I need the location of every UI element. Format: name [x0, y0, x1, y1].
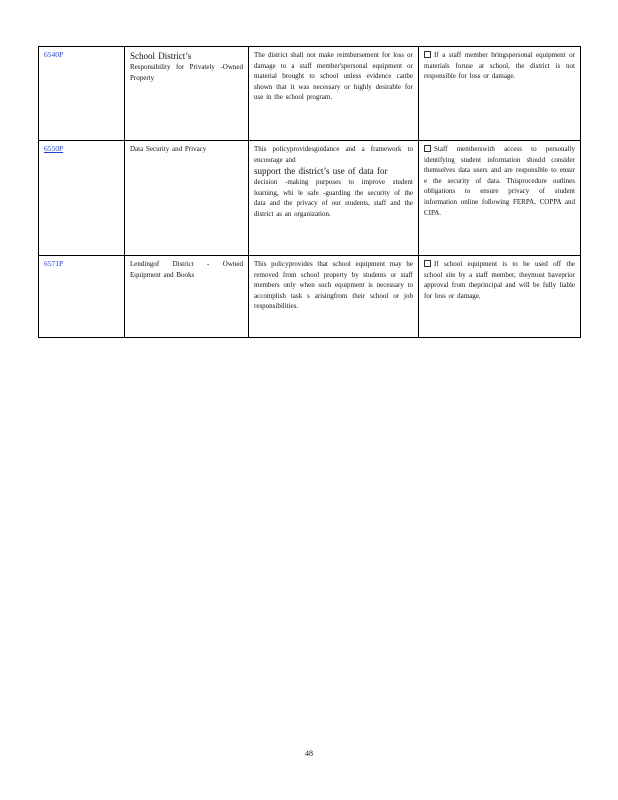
- policy-code-link[interactable]: 6571P: [44, 259, 64, 268]
- table-row: [39, 141, 581, 256]
- checkbox-icon: [424, 145, 431, 152]
- policy-title-lead: School District’s: [130, 51, 192, 61]
- policy-note-cell: [419, 47, 581, 141]
- checkbox-icon: [424, 51, 431, 58]
- policy-code-link[interactable]: 6550P: [44, 144, 64, 153]
- policy-description-emphasis: support the district’s use of data for: [254, 166, 388, 177]
- policy-note: Staff memberswith access to personally identifying student information should consider themselves data users and are responsible to ensur e the security of data. Thisprocedure outlines obligations to ensure privacy of student information online following FERPA, COPPA and CIPA.: [424, 145, 575, 217]
- policy-note-cell: [419, 256, 581, 338]
- policy-title: Lendingof District - Owned Equipment and Books: [130, 260, 243, 279]
- table-row: [39, 256, 581, 338]
- policy-code-cell: [39, 141, 125, 256]
- policy-table: [38, 46, 581, 338]
- page-number: 48: [305, 749, 313, 758]
- policy-note-cell: [419, 141, 581, 256]
- table-row: [39, 47, 581, 141]
- policy-description-cell: [249, 141, 419, 256]
- checkbox-icon: [424, 260, 431, 267]
- policy-code-link[interactable]: 6540P: [44, 50, 64, 59]
- policy-description-cell: This policyprovides that school equipment may be removed from school property by students or staff members only when such equipment is necessary to accomplish task s arisingfrom their school or job responsibilities.: [249, 256, 419, 338]
- policy-title: Data Security and Privacy: [130, 145, 207, 153]
- policy-title-cell: [125, 47, 249, 141]
- policy-description-lead: This policyprovidesguidance and a framework to encourage and: [254, 145, 413, 164]
- policy-title-cell: [125, 256, 249, 338]
- policy-title-cell: [125, 141, 249, 256]
- policy-code-cell: [39, 47, 125, 141]
- policy-description: decision -making purposes to improve student learning, whi le safe -guarding the security of the data and the privacy of our students, staff and the district as an organization.: [254, 178, 413, 218]
- policy-description-cell: The district shall not make reimbursement for loss or damage to a staff member'spersonal equipment or material brought to school unless evidence canbe shown that it was necessary or highly desirable for use in the school program.: [249, 47, 419, 141]
- policy-note: If school equipment is to be used off the school site by a staff member, theymust haveprior approval from theprincipal and will be fully liable for loss or damage.: [424, 260, 575, 300]
- policy-title: Responsibility for Privately -Owned Property: [130, 63, 243, 82]
- policy-code-cell: [39, 256, 125, 338]
- policy-note: If a staff member bringspersonal equipment or materials foruse at school, the district is not responsible for loss or damage.: [424, 51, 575, 81]
